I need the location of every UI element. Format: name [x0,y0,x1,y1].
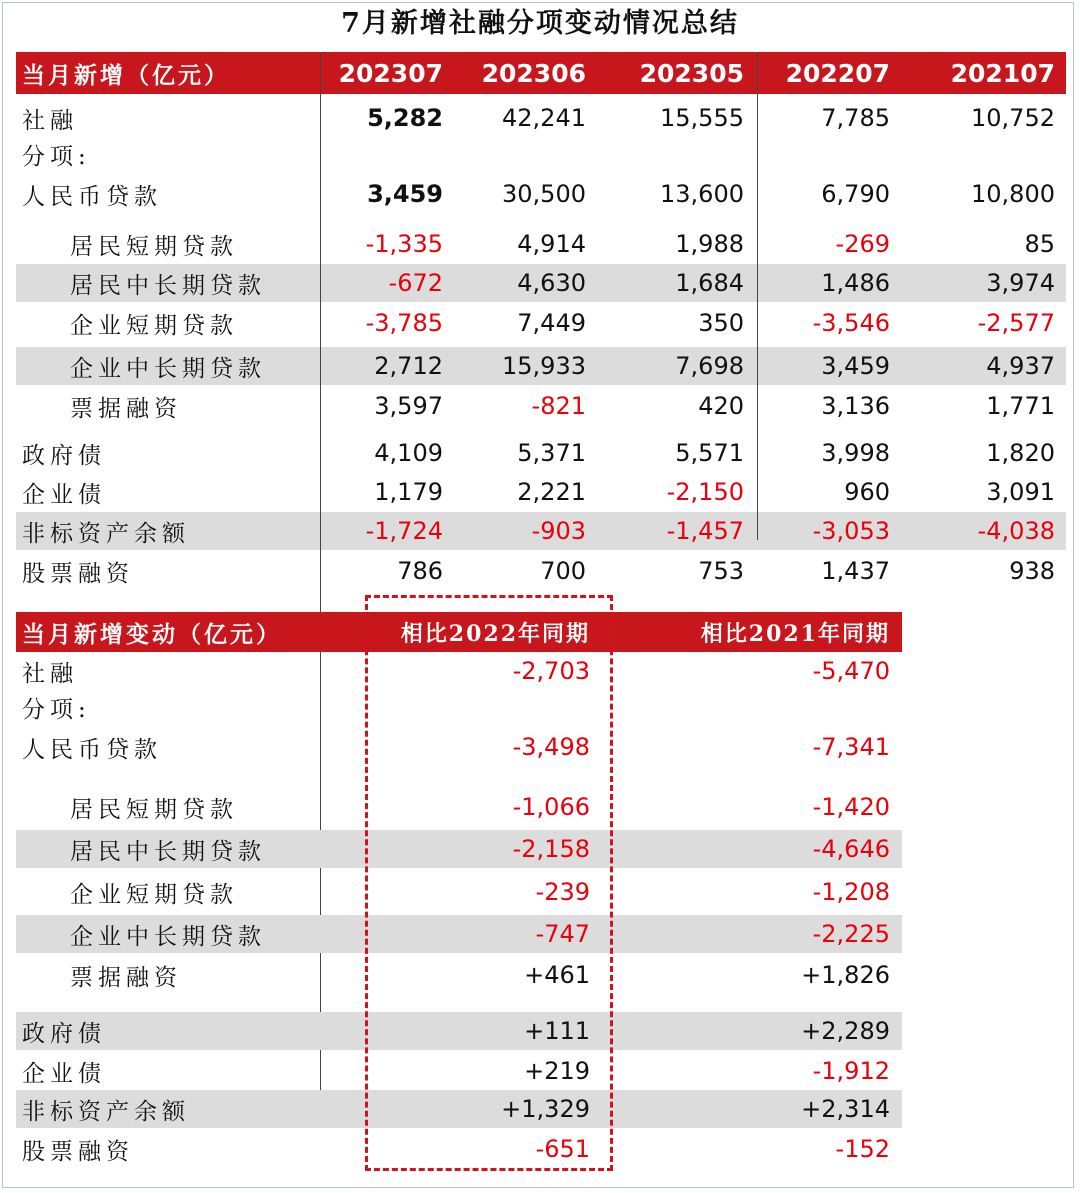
value-cell: 7,785 [821,104,890,132]
header-label: 当月新增（亿元） [22,61,230,89]
value-cell: 1,684 [675,269,744,297]
table-row [16,552,1066,590]
value-cell: 15,933 [502,352,586,380]
value-cell: 2,221 [517,478,586,506]
value-cell: -3,498 [512,733,590,761]
value-cell: 6,790 [821,180,890,208]
value-cell: 5,571 [675,439,744,467]
column-header: 202207 [785,58,890,88]
row-label: 居民短期贷款 [70,796,238,823]
value-cell: 938 [1009,557,1055,585]
row-label: 票据融资 [70,964,182,991]
table-row [16,175,1066,213]
value-cell: -269 [835,230,890,258]
value-cell: -239 [535,878,590,906]
table-row [16,347,1066,385]
value-cell: -1,335 [365,230,443,258]
row-label: 政府债 [22,442,106,469]
value-cell: -1,208 [812,878,890,906]
value-cell: -2,225 [812,920,890,948]
table-row [16,225,1066,263]
value-cell: 420 [698,392,744,420]
value-cell: -903 [531,517,586,545]
column-header: 相比2022年同期 [400,620,590,647]
row-label: 企业中长期贷款 [70,355,266,382]
value-cell: 2,712 [374,352,443,380]
value-cell: 3,597 [374,392,443,420]
table-row [16,387,1066,425]
value-cell: 13,600 [660,180,744,208]
value-cell: -747 [535,920,590,948]
row-label: 分项: [22,143,91,170]
row-label: 企业债 [22,1060,106,1087]
value-cell: -4,038 [977,517,1055,545]
value-cell: 3,459 [367,180,443,208]
table-row [16,434,1066,472]
value-cell: 1,988 [675,230,744,258]
value-cell: +1,826 [801,961,890,989]
value-cell: +1,329 [501,1095,590,1123]
value-cell: 7,698 [675,352,744,380]
table-row [16,135,1066,173]
row-label: 社融 [22,660,78,687]
value-cell: +461 [524,961,590,989]
row-label: 居民中长期贷款 [70,272,266,299]
value-cell: 350 [698,309,744,337]
row-label: 人民币贷款 [22,736,162,763]
value-cell: -1,724 [365,517,443,545]
table-row [16,512,1066,550]
highlight-dashed-box [365,595,613,1171]
value-cell: 700 [540,557,586,585]
value-cell: -2,158 [512,835,590,863]
row-label: 非标资产余额 [22,1098,190,1125]
value-cell: -7,341 [812,733,890,761]
row-label: 股票融资 [22,560,134,587]
page-title: 7月新增社融分项变动情况总结 [341,8,739,39]
value-cell: 4,914 [517,230,586,258]
value-cell: -3,785 [365,309,443,337]
value-cell: 5,282 [367,104,443,132]
row-label: 企业中长期贷款 [70,923,266,950]
value-cell: 15,555 [660,104,744,132]
value-cell: 960 [844,478,890,506]
value-cell: 4,630 [517,269,586,297]
value-cell: 786 [397,557,443,585]
value-cell: 3,136 [821,392,890,420]
value-cell: 3,459 [821,352,890,380]
table-row [16,264,1066,302]
value-cell: 10,752 [971,104,1055,132]
row-label: 企业债 [22,481,106,508]
column-divider [757,52,758,540]
value-cell: 30,500 [502,180,586,208]
value-cell: 10,800 [971,180,1055,208]
row-label: 政府债 [22,1020,106,1047]
value-cell: -2,577 [977,309,1055,337]
row-label: 非标资产余额 [22,520,190,547]
column-header: 相比2021年同期 [700,620,890,647]
value-cell: 1,486 [821,269,890,297]
value-cell: -1,457 [666,517,744,545]
table-header [16,52,1066,94]
value-cell: +2,314 [801,1095,890,1123]
value-cell: 1,437 [821,557,890,585]
column-header: 202107 [950,58,1055,88]
value-cell: -1,066 [512,793,590,821]
value-cell: -152 [835,1135,890,1163]
row-label: 居民中长期贷款 [70,838,266,865]
row-label: 社融 [22,107,78,134]
value-cell: -2,150 [666,478,744,506]
value-cell: 3,091 [986,478,1055,506]
value-cell: -651 [535,1135,590,1163]
table-row [16,473,1066,511]
table-row [16,304,1066,342]
value-cell: 4,937 [986,352,1055,380]
row-label: 企业短期贷款 [70,312,238,339]
value-cell: 3,974 [986,269,1055,297]
value-cell: -1,420 [812,793,890,821]
value-cell: -2,703 [512,657,590,685]
row-label: 票据融资 [70,395,182,422]
value-cell: -821 [531,392,586,420]
value-cell: 42,241 [502,104,586,132]
value-cell: 85 [1024,230,1055,258]
value-cell: -1,912 [812,1057,890,1085]
row-label: 企业短期贷款 [70,881,238,908]
value-cell: 1,179 [374,478,443,506]
value-cell: -672 [388,269,443,297]
value-cell: -3,546 [812,309,890,337]
value-cell: 1,820 [986,439,1055,467]
value-cell: 4,109 [374,439,443,467]
value-cell: 7,449 [517,309,586,337]
row-label: 人民币贷款 [22,183,162,210]
value-cell: -4,646 [812,835,890,863]
value-cell: +2,289 [801,1017,890,1045]
column-header: 202306 [481,58,586,88]
value-cell: 3,998 [821,439,890,467]
value-cell: -5,470 [812,657,890,685]
row-label: 居民短期贷款 [70,233,238,260]
row-label: 分项: [22,696,91,723]
value-cell: 753 [698,557,744,585]
header-label: 当月新增变动（亿元） [22,620,282,648]
value-cell: 5,371 [517,439,586,467]
column-header: 202305 [639,58,744,88]
table-row [16,99,1066,137]
value-cell: +111 [524,1017,590,1045]
value-cell: -3,053 [812,517,890,545]
value-cell: +219 [524,1057,590,1085]
row-label: 股票融资 [22,1138,134,1165]
column-header: 202307 [338,58,443,88]
value-cell: 1,771 [986,392,1055,420]
